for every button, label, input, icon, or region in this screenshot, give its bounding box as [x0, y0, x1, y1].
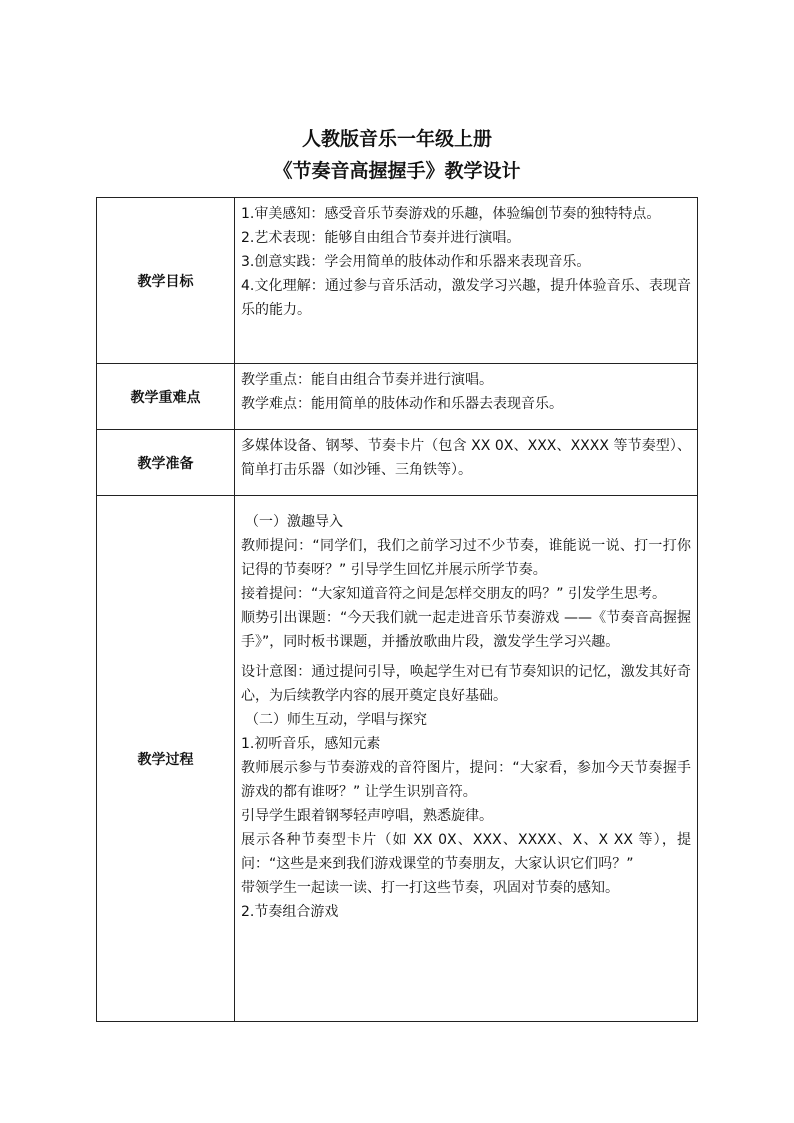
- paragraph: 引导学生跟着钢琴轻声哼唱，熟悉旋律。: [241, 808, 493, 824]
- objective-item: 4.文化理解：通过参与音乐活动，激发学习兴趣，提升体验音乐、表现音乐的能力。: [241, 278, 691, 318]
- section-heading: （一）激趣导入: [245, 514, 343, 530]
- row-content-preparation: [235, 430, 698, 496]
- preparation-item: 多媒体设备、钢琴、节奏卡片（包含 XX 0X、XXX、XXXX 等节奏型）、简单打击乐器（如沙锤、三角铁等）。: [241, 438, 691, 478]
- paragraph: 设计意图：通过提问引导，唤起学生对已有节奏知识的记忆，激发其好奇心，为后续教学内容的展开奠定良好基础。: [241, 664, 691, 704]
- keypoint-item: 教学重点：能自由组合节奏并进行演唱。: [241, 372, 493, 388]
- paragraph: 教师提问：“同学们，我们之前学习过不少节奏，谁能说一说、打一打你记得的节奏呀？” 引导学生回忆并展示所学节奏。: [241, 538, 691, 578]
- lesson-plan-table: [96, 197, 698, 1022]
- row-label-process: 教学过程: [97, 496, 235, 1022]
- row-label-preparation: 教学准备: [97, 430, 235, 496]
- keypoint-item: 教学难点：能用简单的肢体动作和乐器去表现音乐。: [241, 396, 563, 412]
- objective-item: 1.审美感知：感受音乐节奏游戏的乐趣，体验编创节奏的独特特点。: [241, 206, 661, 222]
- row-label-objectives: 教学目标: [97, 198, 235, 364]
- table-row-objectives: [97, 198, 698, 364]
- objective-item: 3.创意实践：学会用简单的肢体动作和乐器来表现音乐。: [241, 254, 591, 270]
- table-row-preparation: [97, 430, 698, 496]
- table-row-keypoints: [97, 364, 698, 430]
- row-content-process: [235, 496, 698, 1022]
- objective-item: 2.艺术表现：能够自由组合节奏并进行演唱。: [241, 230, 521, 246]
- paragraph: 带领学生一起读一读、打一打这些节奏，巩固对节奏的感知。: [241, 880, 619, 896]
- paragraph: 接着提问：“大家知道音符之间是怎样交朋友的吗？” 引发学生思考。: [241, 586, 666, 602]
- subheading: 1.初听音乐，感知元素: [241, 736, 381, 752]
- table-row-process: [97, 496, 698, 1022]
- section-heading: （二）师生互动，学唱与探究: [245, 712, 427, 728]
- subheading: 2.节奏组合游戏: [241, 904, 339, 920]
- paragraph: 展示各种节奏型卡片（如 XX 0X、XXX、XXXX、X、X XX 等），提问：“这些是来到我们游戏课堂的节奏朋友，大家认识它们吗？”: [241, 832, 691, 872]
- paragraph: 顺势引出课题：“今天我们就一起走进音乐节奏游戏 ——《节奏音高握握手》”，同时板书课题，并播放歌曲片段，激发学生学习兴趣。: [241, 610, 691, 650]
- paragraph: 教师展示参与节奏游戏的音符图片，提问：“大家看，参加今天节奏握手游戏的都有谁呀？” 让学生识别音符。: [241, 760, 691, 800]
- row-content-keypoints: [235, 364, 698, 430]
- row-label-keypoints: 教学重难点: [97, 364, 235, 430]
- document-subtitle: 《节奏音高握握手》教学设计: [273, 160, 521, 182]
- row-content-objectives: [235, 198, 698, 364]
- document-title: 人教版音乐一年级上册: [301, 128, 492, 150]
